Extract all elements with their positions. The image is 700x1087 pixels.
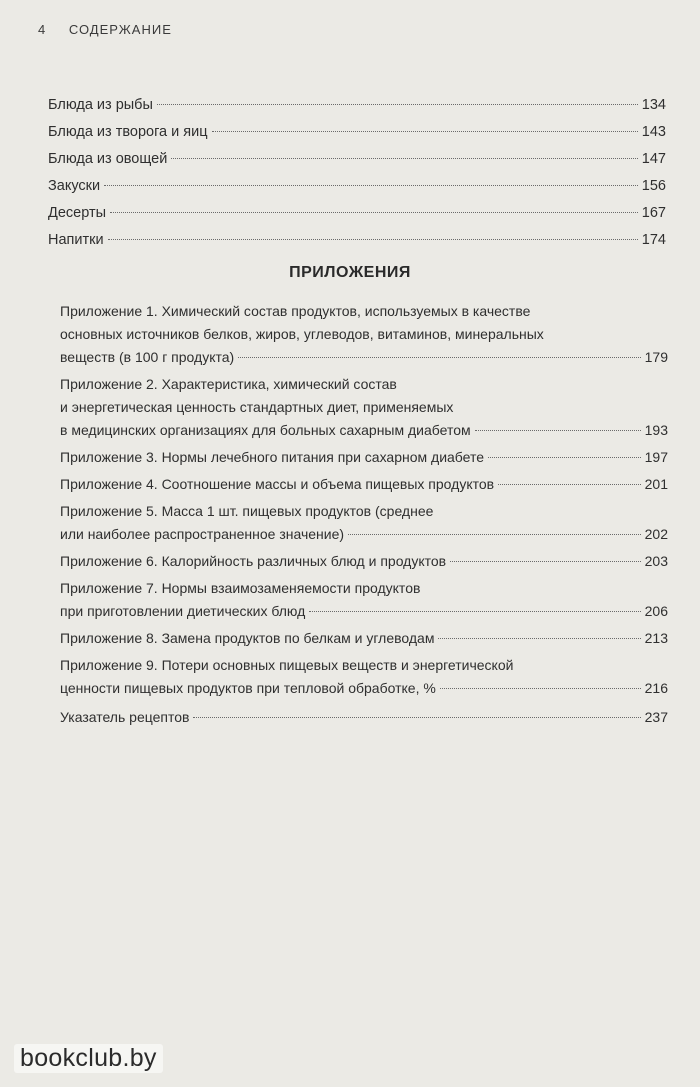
appendix-list	[60, 300, 668, 733]
toc-entry	[48, 146, 666, 173]
toc-entry-page: 156	[641, 178, 666, 194]
appendix-page: 193	[644, 422, 668, 438]
appendix-page: 213	[644, 630, 668, 646]
appendix-line: ценности пищевых продуктов при тепловой обработке, %	[60, 680, 436, 696]
toc-entry-label: Закуски	[48, 178, 101, 194]
dot-leader	[440, 688, 641, 689]
dot-leader	[309, 611, 640, 612]
appendix-entry	[60, 654, 668, 700]
toc-entry-page: 143	[641, 124, 666, 140]
toc-entry	[48, 173, 666, 200]
dot-leader	[193, 717, 640, 718]
page-number: 4	[38, 22, 47, 37]
dot-leader	[104, 185, 638, 186]
appendix-page: 203	[644, 553, 668, 569]
toc-entry-page: 174	[641, 232, 666, 248]
appendix-line: Приложение 4. Соотношение массы и объема пищевых продуктов	[60, 476, 495, 492]
appendix-page: 216	[644, 680, 668, 696]
appendix-entry	[60, 627, 668, 650]
appendix-line: основных источников белков, жиров, углеводов, витаминов, минеральных	[60, 326, 544, 342]
appendix-line: Приложение 2. Характеристика, химический состав	[60, 376, 397, 392]
appendix-line: Приложение 7. Нормы взаимозаменяемости продуктов	[60, 580, 421, 596]
toc-entry-page: 167	[641, 205, 666, 221]
appendix-line: и энергетическая ценность стандартных диет, применяемых	[60, 399, 454, 415]
appendix-page: 179	[644, 349, 668, 365]
index-entry-page: 237	[644, 709, 668, 725]
index-entry-label: Указатель рецептов	[60, 709, 190, 725]
toc-entry-label: Блюда из рыбы	[48, 97, 153, 113]
dot-leader	[348, 534, 641, 535]
appendix-line: Приложение 5. Масса 1 шт. пищевых продуктов (среднее	[60, 503, 434, 519]
toc-entry-label: Блюда из творога и яиц	[48, 124, 208, 140]
appendix-line: веществ (в 100 г продукта)	[60, 349, 235, 365]
toc-entry	[48, 200, 666, 227]
dot-leader	[108, 239, 638, 240]
appendix-page: 202	[644, 526, 668, 542]
appendix-entry	[60, 446, 668, 469]
toc-entry-label: Напитки	[48, 232, 104, 248]
running-header	[38, 22, 172, 37]
appendix-page: 206	[644, 603, 668, 619]
appendix-page: 197	[644, 449, 668, 465]
toc-list	[48, 92, 666, 254]
appendix-entry	[60, 550, 668, 573]
appendix-line: Приложение 6. Калорийность различных блюд и продуктов	[60, 553, 447, 569]
toc-entry-label: Десерты	[48, 205, 107, 221]
dot-leader	[157, 104, 638, 105]
dot-leader	[171, 158, 637, 159]
toc-entry-page: 147	[641, 151, 666, 167]
appendix-line: Приложение 8. Замена продуктов по белкам и углеводам	[60, 630, 435, 646]
appendix-entry	[60, 500, 668, 546]
dot-leader	[212, 131, 638, 132]
dot-leader	[450, 561, 641, 562]
appendix-entry	[60, 473, 668, 496]
site-watermark: bookclub.by	[14, 1044, 163, 1073]
appendix-entry	[60, 373, 668, 442]
appendix-line: Приложение 1. Химический состав продуктов, используемых в качестве	[60, 303, 531, 319]
dot-leader	[238, 357, 640, 358]
toc-entry	[48, 92, 666, 119]
dot-leader	[438, 638, 640, 639]
toc-entry	[48, 227, 666, 254]
appendix-entry	[60, 300, 668, 369]
dot-leader	[475, 430, 641, 431]
dot-leader	[110, 212, 638, 213]
appendix-line: в медицинских организациях для больных сахарным диабетом	[60, 422, 471, 438]
appendix-section-title: ПРИЛОЖЕНИЯ	[289, 264, 411, 281]
appendix-entry	[60, 577, 668, 623]
appendix-page: 201	[644, 476, 668, 492]
toc-entry-label: Блюда из овощей	[48, 151, 168, 167]
dot-leader	[498, 484, 641, 485]
toc-entry	[48, 119, 666, 146]
index-entry	[60, 706, 668, 729]
header-title: СОДЕРЖАНИЕ	[68, 22, 172, 37]
appendix-line: Приложение 3. Нормы лечебного питания при сахарном диабете	[60, 449, 485, 465]
appendix-line: Приложение 9. Потери основных пищевых веществ и энергетической	[60, 657, 514, 673]
dot-leader	[488, 457, 641, 458]
appendix-line: или наиболее распространенное значение)	[60, 526, 345, 542]
appendix-line: при приготовлении диетических блюд	[60, 603, 306, 619]
toc-entry-page: 134	[641, 97, 666, 113]
